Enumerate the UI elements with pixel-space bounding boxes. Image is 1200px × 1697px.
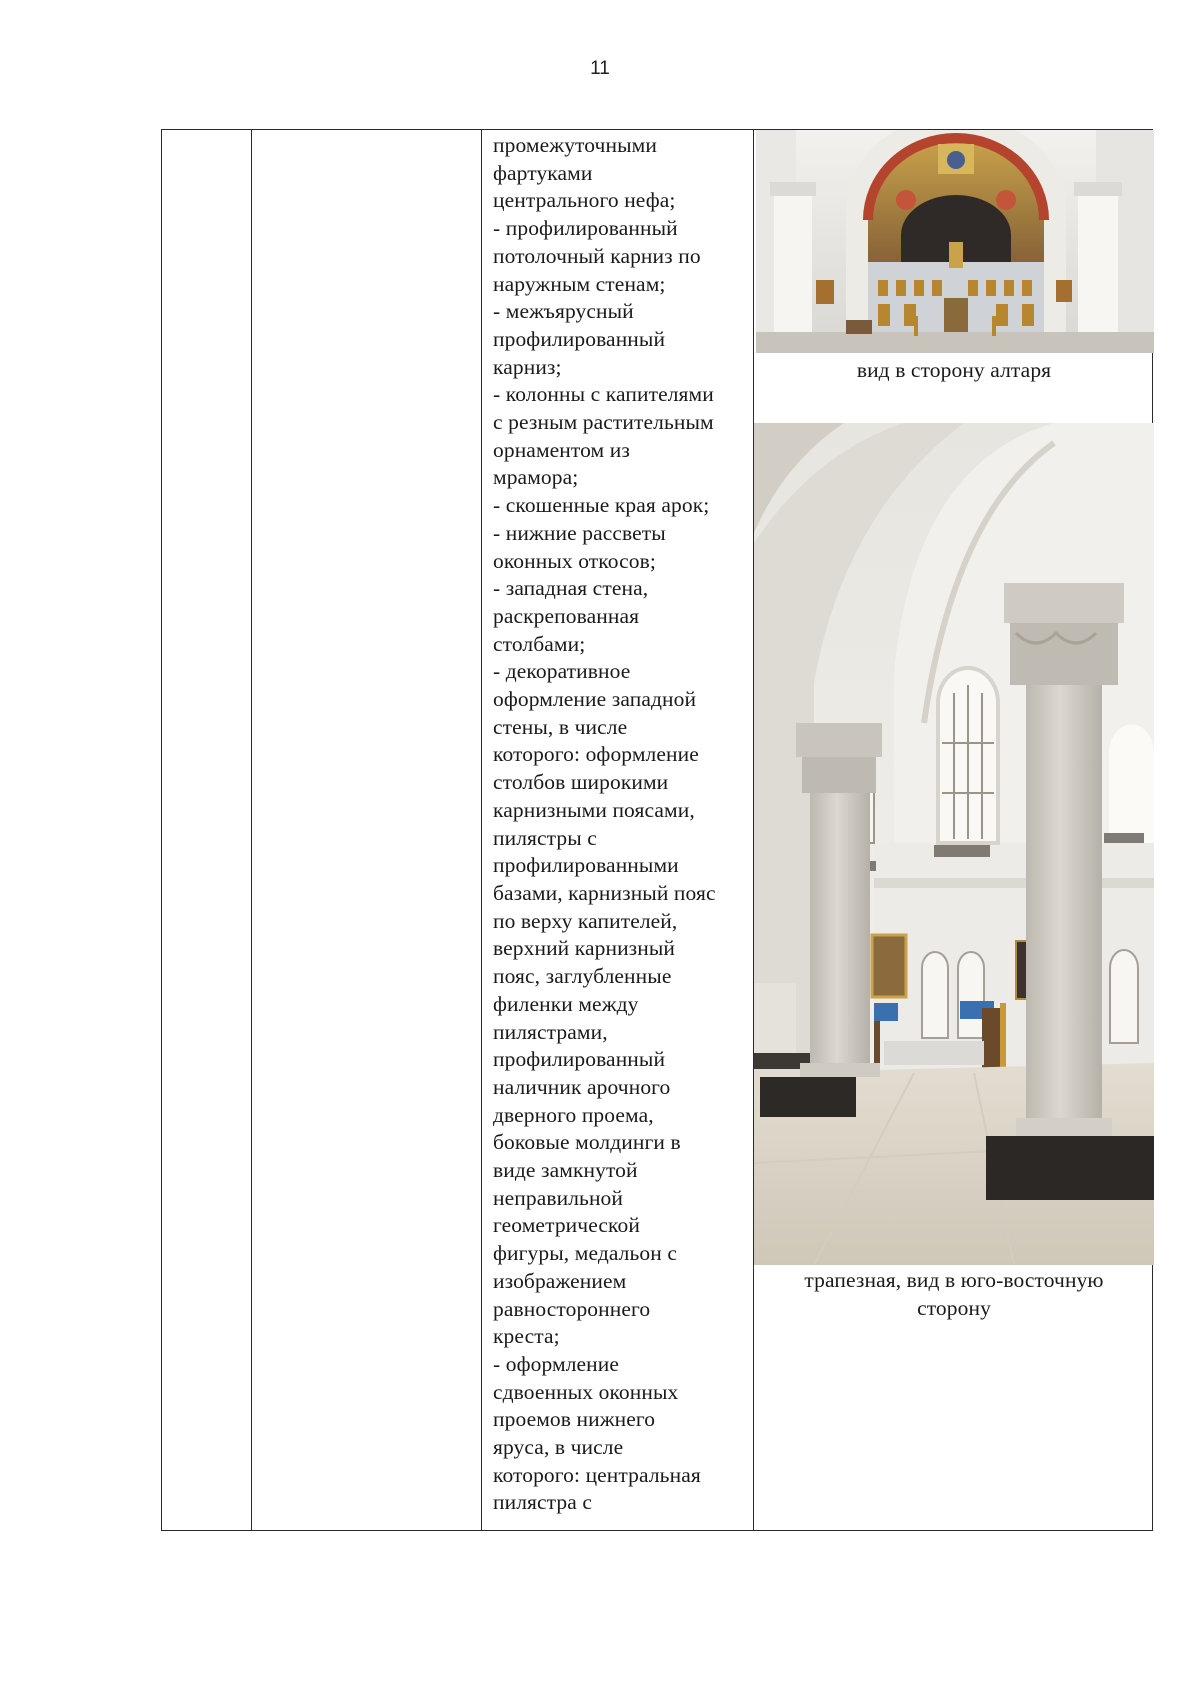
description-line: столбов широкими — [493, 770, 669, 795]
description-line: - декоративное — [493, 659, 631, 684]
description-line: креста; — [493, 1324, 560, 1349]
description-line: пилястра с — [493, 1490, 593, 1515]
description-line: столбами; — [493, 631, 586, 656]
caption-line: трапезная, вид в юго-восточную — [804, 1268, 1104, 1292]
description-line: наличник арочного — [493, 1074, 671, 1099]
description-line: базами, карнизный пояс — [493, 880, 716, 905]
description-line: оформление западной — [493, 687, 697, 712]
description-line: виде замкнутой — [493, 1158, 638, 1183]
altar-view-photo — [756, 130, 1154, 353]
description-line: геометрической — [493, 1213, 640, 1238]
description-line: филенки между — [493, 991, 639, 1016]
description-line: которого: оформление — [493, 742, 699, 767]
description-line: пояс, заглубленные — [493, 964, 672, 989]
page-number: 11 — [590, 58, 610, 79]
refectory-view-photo — [754, 423, 1154, 1265]
description-line: пилястрами, — [493, 1019, 608, 1044]
description-line: - межъярусный — [493, 299, 634, 324]
description-line: верхний карнизный — [493, 936, 676, 961]
document-table — [161, 129, 1153, 1531]
description-line: равностороннего — [493, 1296, 651, 1321]
description-line: промежуточными — [493, 133, 657, 157]
refectory-photo-caption — [754, 1267, 1154, 1322]
description-line: пилястры с — [493, 825, 597, 850]
description-line: изображением — [493, 1268, 627, 1293]
description-line: - оформление — [493, 1351, 620, 1376]
description-line: которого: центральная — [493, 1462, 701, 1487]
description-line: - колонны с капителями — [493, 382, 714, 407]
table-cell-description — [482, 130, 754, 1530]
description-line: стены, в числе — [493, 714, 628, 739]
description-line: - западная стена, — [493, 576, 649, 601]
description-line: потолочный карниз по — [493, 243, 701, 268]
description-line: - нижние рассветы — [493, 520, 666, 545]
description-line: профилированными — [493, 853, 679, 878]
description-line: карнизными поясами, — [493, 797, 695, 822]
description-line: яруса, в числе — [493, 1435, 624, 1460]
description-line: оконных откосов; — [493, 548, 656, 573]
description-line: мрамора; — [493, 465, 579, 490]
caption-line: вид в сторону алтаря — [856, 358, 1052, 382]
description-line: центрального нефа; — [493, 188, 676, 213]
description-line: - скошенные края арок; — [493, 493, 710, 518]
description-line: фигуры, медальон с — [493, 1241, 677, 1266]
table-cell-object-name — [252, 130, 482, 1530]
description-line: проемов нижнего — [493, 1407, 656, 1432]
description-line: орнаментом из — [493, 437, 630, 462]
description-line: раскрепованная — [493, 603, 640, 628]
caption-line: сторону — [917, 1295, 991, 1320]
altar-photo-caption — [754, 357, 1154, 385]
description-line: неправильной — [493, 1185, 624, 1210]
description-line: с резным растительным — [493, 410, 714, 435]
description-line: - профилированный — [493, 216, 678, 241]
description-line: дверного проема, — [493, 1102, 654, 1127]
description-line: боковые молдинги в — [493, 1130, 681, 1155]
description-line: наружным стенам; — [493, 271, 666, 296]
table-cell-photos — [754, 130, 1152, 1530]
table-cell-number — [162, 130, 252, 1530]
description-line: фартуками — [493, 160, 593, 185]
description-line: профилированный — [493, 1047, 666, 1072]
description-line: сдвоенных оконных — [493, 1379, 679, 1404]
description-line: профилированный — [493, 326, 666, 351]
description-line: по верху капителей, — [493, 908, 678, 933]
description-line: карниз; — [493, 354, 562, 379]
